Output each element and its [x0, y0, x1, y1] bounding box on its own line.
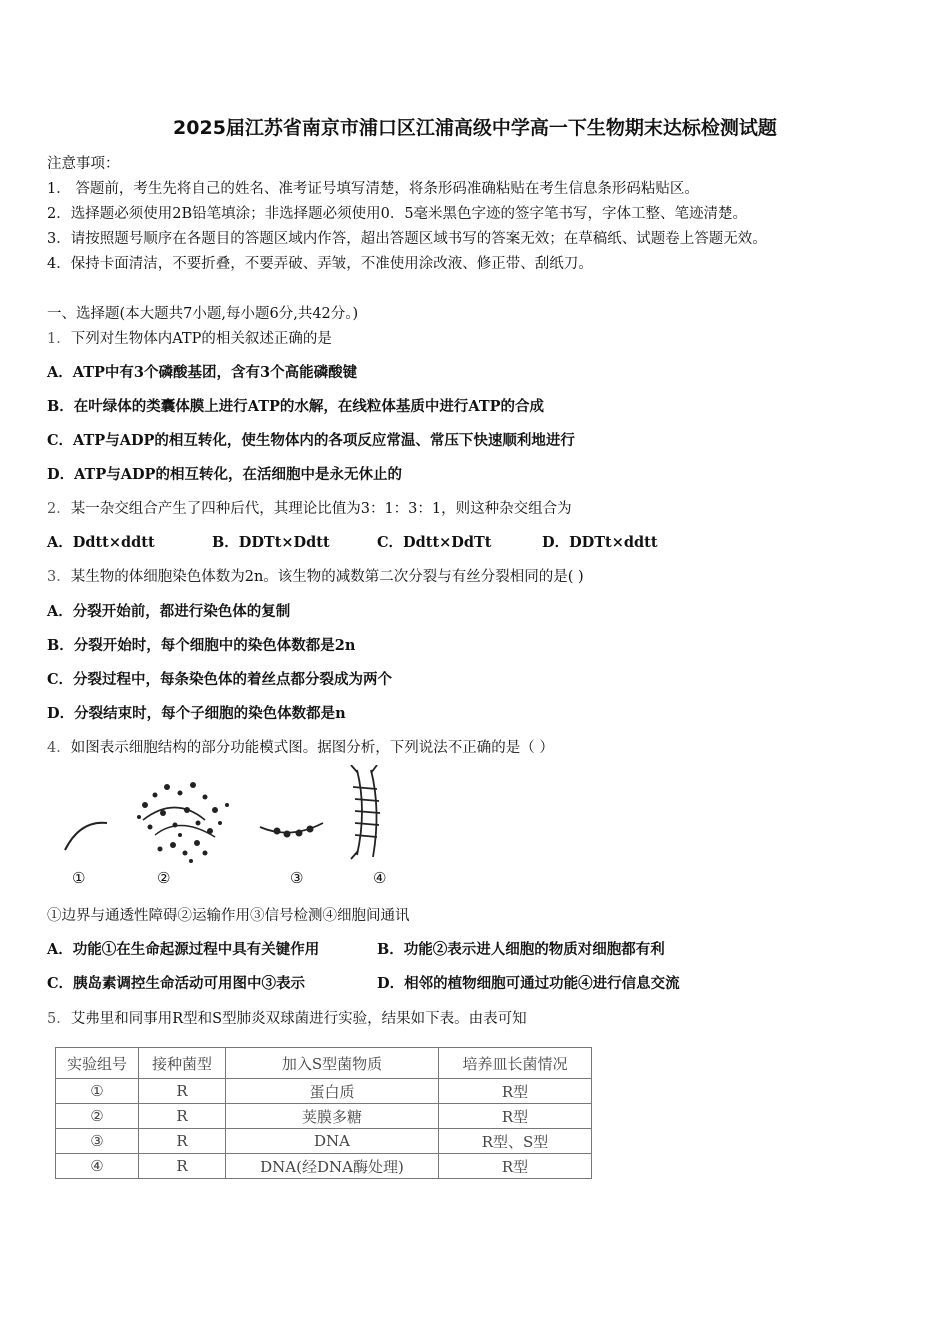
table-cell: DNA — [226, 1129, 439, 1154]
question-5-number: 5． — [47, 1011, 71, 1027]
q3-option-d: D．分裂结束时，每个子细胞的染色体数都是n — [47, 705, 346, 722]
table-cell: 蛋白质 — [226, 1079, 439, 1104]
table-cell: 荚膜多糖 — [226, 1104, 439, 1129]
q1-option-d: D．ATP与ADP的相互转化，在活细胞中是永无休止的 — [47, 466, 402, 483]
question-3-number: 3． — [47, 569, 71, 585]
table-header: 培养皿长菌情况 — [439, 1048, 592, 1079]
table-cell: ① — [56, 1079, 139, 1104]
table-row — [56, 1104, 592, 1129]
notice-heading: 注意事项： — [47, 156, 120, 172]
q4-option-d: D．相邻的植物细胞可通过功能④进行信息交流 — [377, 975, 680, 992]
cell-function-figure — [55, 765, 415, 890]
notice-item-4: 4．保持卡面清洁，不要折叠，不要弄破、弄皱，不准使用涂改液、修正带、刮纸刀。 — [47, 256, 593, 272]
q2-option-b: B．DDTt×Ddtt — [212, 534, 330, 551]
notice-item-2: 2．选择题必须使用2B铅笔填涂；非选择题必须使用0．5毫米黑色字迹的签字笔书写，字体工整、笔迹清楚。 — [47, 206, 748, 222]
question-2-number: 2． — [47, 501, 71, 517]
boundary-curve-icon — [65, 823, 107, 850]
q3-option-a: A．分裂开始前，都进行染色体的复制 — [47, 603, 291, 620]
q2-option-d: D．DDTt×ddtt — [542, 534, 658, 551]
question-3-stem: 某生物的体细胞染色体数为2n。该生物的减数第二次分裂与有丝分裂相同的是( ) — [70, 569, 584, 585]
question-4-stem: 如图表示细胞结构的部分功能模式图。据图分析，下列说法不正确的是（ ） — [70, 740, 554, 756]
q3-option-c: C．分裂过程中，每条染色体的着丝点都分裂成为两个 — [47, 671, 393, 688]
q4-option-b: B．功能②表示进人细胞的物质对细胞都有利 — [377, 941, 665, 958]
cell-communication-icon — [351, 765, 380, 859]
figure-label-1: ① — [72, 869, 86, 887]
table-cell: R — [139, 1104, 226, 1129]
exam-title: 2025届江苏省南京市浦口区江浦高级中学高一下生物期末达标检测试题 — [173, 117, 777, 139]
question-1 — [47, 327, 332, 348]
figure-label-2: ② — [157, 869, 171, 887]
table-header: 接种菌型 — [139, 1048, 226, 1079]
question-2 — [47, 497, 572, 518]
table-row — [56, 1154, 592, 1179]
experiment-table-image — [55, 1047, 592, 1179]
q4-figure-caption: ①边界与通透性障碍②运输作用③信号检测④细胞间通讯 — [47, 908, 410, 924]
table-header: 加入S型菌物质 — [226, 1048, 439, 1079]
table-cell: ③ — [56, 1129, 139, 1154]
table-row — [56, 1079, 592, 1104]
table-cell: ② — [56, 1104, 139, 1129]
q2-option-c: C．Ddtt×DdTt — [377, 534, 492, 551]
figure-label-3: ③ — [290, 869, 304, 887]
table-cell: R — [139, 1079, 226, 1104]
question-4 — [47, 736, 554, 757]
q1-option-c: C．ATP与ADP的相互转化，使生物体内的各项反应常温、常压下快速顺利地进行 — [47, 432, 575, 449]
table-cell: ④ — [56, 1154, 139, 1179]
section-heading: 一、选择题(本大题共7小题,每小题6分,共42分。) — [47, 306, 359, 322]
question-3 — [47, 565, 584, 586]
table-cell: R型、S型 — [439, 1129, 592, 1154]
figure-label-4: ④ — [373, 869, 387, 887]
question-5 — [47, 1007, 527, 1028]
notice-item-1: 1． 答题前，考生先将自己的姓名、准考证号填写清楚，将条形码准确粘贴在考生信息条形码粘贴区。 — [47, 181, 699, 197]
table-cell: R型 — [439, 1154, 592, 1179]
question-4-number: 4． — [47, 740, 71, 756]
table-cell: R型 — [439, 1079, 592, 1104]
question-1-stem: 下列对生物体内ATP的相关叙述正确的是 — [70, 331, 332, 347]
signal-receptor-icon — [260, 823, 323, 838]
q2-option-a: A．Ddtt×ddtt — [47, 534, 155, 551]
experiment-table — [55, 1047, 592, 1179]
transport-particles-icon — [137, 782, 229, 863]
table-header-row — [56, 1048, 592, 1079]
notice-item-3: 3．请按照题号顺序在各题目的答题区域内作答，超出答题区域书写的答案无效；在草稿纸、试题卷上答题无效。 — [47, 231, 767, 247]
question-5-stem: 艾弗里和同事用R型和S型肺炎双球菌进行实验，结果如下表。由表可知 — [70, 1011, 527, 1027]
q1-option-b: B．在叶绿体的类囊体膜上进行ATP的水解，在线粒体基质中进行ATP的合成 — [47, 398, 545, 415]
table-cell: DNA(经DNA酶处理) — [226, 1154, 439, 1179]
table-row — [56, 1129, 592, 1154]
question-1-number: 1． — [47, 331, 71, 347]
q4-option-c: C．胰岛素调控生命活动可用图中③表示 — [47, 975, 306, 992]
table-cell: R — [139, 1154, 226, 1179]
table-cell: R型 — [439, 1104, 592, 1129]
question-2-stem: 某一杂交组合产生了四种后代，其理论比值为3：1：3：1，则这种杂交组合为 — [70, 501, 572, 517]
table-header: 实验组号 — [56, 1048, 139, 1079]
q3-option-b: B．分裂开始时，每个细胞中的染色体数都是2n — [47, 637, 356, 654]
q1-option-a: A．ATP中有3个磷酸基团，含有3个高能磷酸键 — [47, 364, 358, 381]
q4-option-a: A．功能①在生命起源过程中具有关键作用 — [47, 941, 320, 958]
table-cell: R — [139, 1129, 226, 1154]
